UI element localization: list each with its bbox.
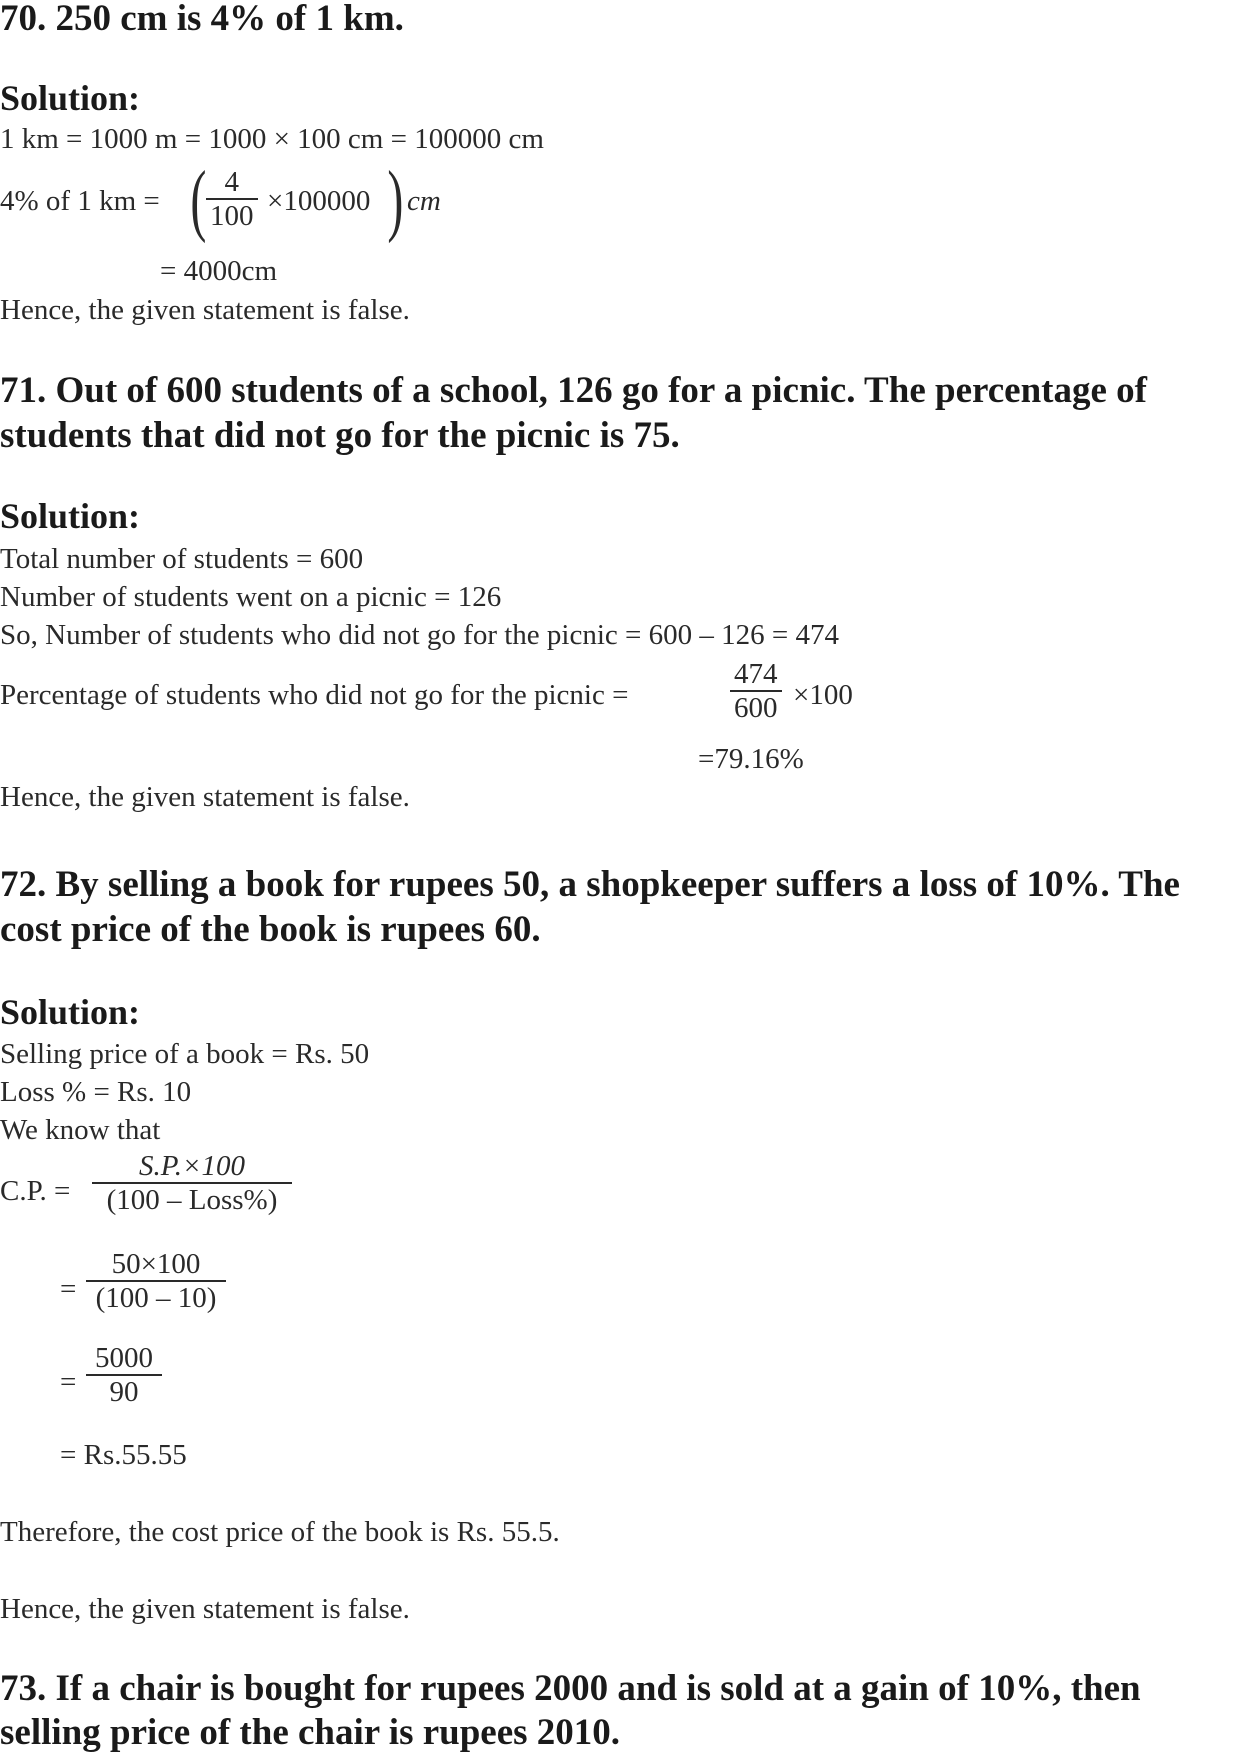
q71-frac-num: 474 <box>734 658 778 690</box>
q70-left-paren: ( <box>190 156 207 244</box>
q72-line-2: Loss % = Rs. 10 <box>0 1076 192 1108</box>
q72-f2-den: (100 – 10) <box>86 1280 226 1314</box>
q71-line-3: So, Number of students who did not go for the picnic = 600 – 126 = 474 <box>0 619 839 651</box>
q70-line-1: 1 km = 1000 m = 1000 × 100 cm = 100000 cm <box>0 123 544 155</box>
q72-line-3: We know that <box>0 1114 161 1146</box>
q72-fraction-2 <box>86 1248 226 1314</box>
question-71-line-1: 71. Out of 600 students of a school, 126 go for a picnic. The percentage of <box>0 370 1147 411</box>
q71-conclusion: Hence, the given statement is false. <box>0 781 410 813</box>
q71-line-2: Number of students went on a picnic = 126 <box>0 581 502 613</box>
solution-label-72: Solution: <box>0 992 141 1032</box>
q72-f3-num: 5000 <box>95 1342 153 1374</box>
q71-line-1: Total number of students = 600 <box>0 543 364 575</box>
q72-eq-2: = <box>60 1273 77 1305</box>
question-70: 70. 250 cm is 4% of 1 km. <box>0 0 404 39</box>
question-72-line-2: cost price of the book is rupees 60. <box>0 909 541 950</box>
question-72-line-1: 72. By selling a book for rupees 50, a shopkeeper suffers a loss of 10%. The <box>0 864 1180 905</box>
solution-label-70: Solution: <box>0 78 141 118</box>
q72-f1-den: (100 – Loss%) <box>92 1182 292 1216</box>
q72-fraction-1 <box>92 1150 292 1216</box>
question-73-line-1: 73. If a chair is bought for rupees 2000 and is sold at a gain of 10%, then <box>0 1668 1141 1709</box>
q71-frac-tail: ×100 <box>793 679 853 711</box>
q72-therefore: Therefore, the cost price of the book is Rs. 55.5. <box>0 1516 560 1548</box>
q72-f3-den: 90 <box>86 1374 162 1408</box>
q72-line-1: Selling price of a book = Rs. 50 <box>0 1038 370 1070</box>
q71-fraction <box>730 658 782 724</box>
q72-f1-num: S.P.×100 <box>138 1150 246 1182</box>
q70-line-2-prefix: 4% of 1 km = <box>0 185 160 217</box>
q70-frac-den: 100 <box>206 198 258 232</box>
q72-conclusion: Hence, the given statement is false. <box>0 1593 410 1625</box>
q70-fraction <box>206 166 258 232</box>
q70-frac-tail: ×100000 <box>267 185 371 217</box>
q70-unit: cm <box>407 185 441 217</box>
q72-eq-3: = <box>60 1366 77 1398</box>
q70-frac-num: 4 <box>224 166 239 198</box>
solution-label-71: Solution: <box>0 496 141 536</box>
q70-line-3: = 4000cm <box>160 255 278 287</box>
q72-result: = Rs.55.55 <box>60 1439 187 1471</box>
question-71-line-2: students that did not go for the picnic is 75. <box>0 415 680 456</box>
question-73-line-2: selling price of the chair is rupees 2010. <box>0 1712 621 1753</box>
q71-line-4-prefix: Percentage of students who did not go for the picnic = <box>0 679 629 711</box>
q70-conclusion: Hence, the given statement is false. <box>0 294 410 326</box>
q71-line-5: =79.16% <box>698 743 804 775</box>
q72-cp-prefix: C.P. = <box>0 1175 71 1207</box>
q70-right-paren: ) <box>387 156 404 244</box>
q72-f2-num: 50×100 <box>111 1248 201 1280</box>
q72-fraction-3 <box>86 1342 162 1408</box>
q71-frac-den: 600 <box>730 690 782 724</box>
